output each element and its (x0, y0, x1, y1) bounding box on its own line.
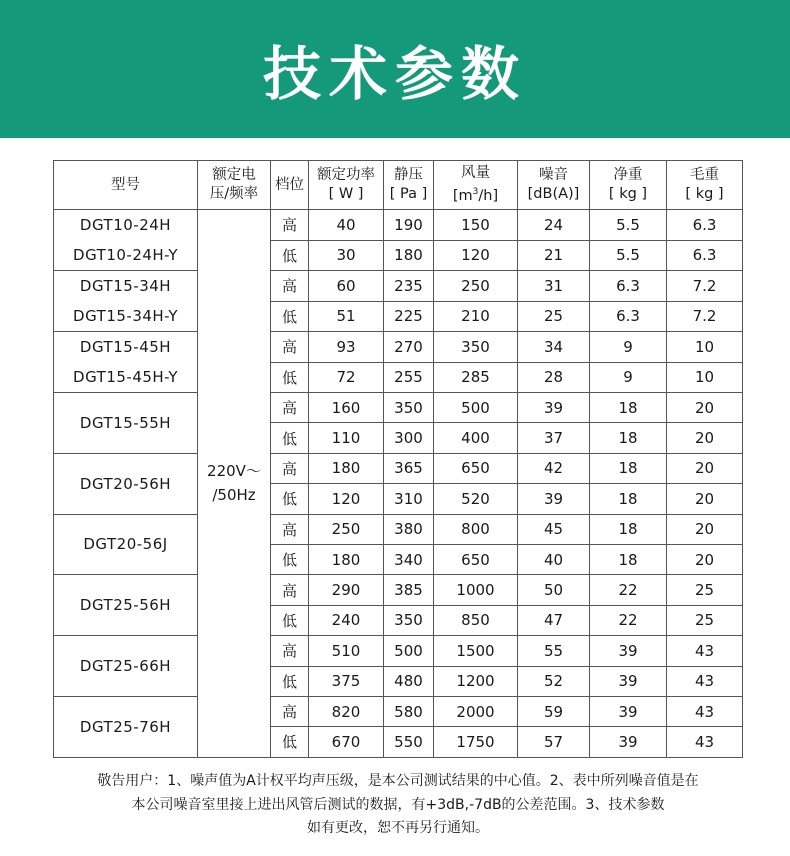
noise-cell: 39 (518, 484, 590, 514)
power-cell: 110 (309, 423, 384, 453)
gross-cell: 20 (667, 453, 743, 483)
power-supply-cell (198, 210, 271, 758)
power-cell: 510 (309, 636, 384, 666)
net-cell: 18 (590, 484, 667, 514)
header-airflow: 风量 $[m^3/h]$ (434, 161, 518, 210)
model-name: DGT10-24H-Y (73, 246, 178, 264)
model-name: DGT15-34H (79, 277, 172, 295)
pressure-cell: 225 (384, 301, 434, 332)
table-row (54, 271, 743, 302)
gear-cell: 低 (271, 362, 309, 393)
pressure-cell: 235 (384, 271, 434, 302)
model-name-cell (54, 332, 198, 393)
power-cell: 290 (309, 575, 384, 605)
gross-cell: 20 (667, 484, 743, 514)
gross-cell: 43 (667, 666, 743, 696)
gross-cell: 25 (667, 605, 743, 635)
gear-cell: 低 (271, 666, 309, 696)
table-row (54, 636, 743, 666)
net-cell: 22 (590, 605, 667, 635)
power-cell: 40 (309, 210, 384, 241)
model-name: DGT20-56H (79, 474, 172, 493)
power-cell: 180 (309, 544, 384, 574)
noise-cell: 59 (518, 696, 590, 726)
net-cell: 5.5 (590, 240, 667, 271)
airflow-cell: 150 (434, 210, 518, 241)
airflow-cell: 1750 (434, 727, 518, 757)
noise-cell: 57 (518, 727, 590, 757)
pressure-cell: 255 (384, 362, 434, 393)
noise-cell: 25 (518, 301, 590, 332)
net-cell: 39 (590, 727, 667, 757)
header-row (54, 161, 743, 210)
net-cell: 6.3 (590, 271, 667, 302)
airflow-cell: 800 (434, 514, 518, 544)
noise-cell: 47 (518, 605, 590, 635)
header-model: 型号 (54, 161, 198, 210)
power-cell: 160 (309, 393, 384, 423)
net-cell: 18 (590, 393, 667, 423)
airflow-cell: 210 (434, 301, 518, 332)
airflow-cell: 120 (434, 240, 518, 271)
header-static-pressure: 静压 [ Pa ] (384, 161, 434, 210)
airflow-cell: 285 (434, 362, 518, 393)
table-row (54, 453, 743, 483)
table-row (54, 514, 743, 544)
pressure-cell: 550 (384, 727, 434, 757)
net-cell: 18 (590, 544, 667, 574)
model-name-cell (54, 696, 198, 757)
table-row (54, 575, 743, 605)
airflow-cell: 400 (434, 423, 518, 453)
net-cell: 6.3 (590, 301, 667, 332)
gross-cell: 10 (667, 362, 743, 393)
pressure-cell: 180 (384, 240, 434, 271)
gross-cell: 43 (667, 727, 743, 757)
noise-cell: 37 (518, 423, 590, 453)
power-cell: 30 (309, 240, 384, 271)
table-row (54, 393, 743, 423)
power-cell: 180 (309, 453, 384, 483)
page-title: 技术参数 (262, 40, 527, 108)
model-name: DGT10-24H (79, 216, 172, 234)
model-name-cell (54, 210, 198, 271)
header-gross-weight: 毛重 [ kg ] (667, 161, 743, 210)
noise-cell: 50 (518, 575, 590, 605)
gross-cell: 7.2 (667, 301, 743, 332)
gear-cell: 高 (271, 514, 309, 544)
pressure-cell: 310 (384, 484, 434, 514)
gear-cell: 低 (271, 240, 309, 271)
power-cell: 93 (309, 332, 384, 363)
power-cell: 72 (309, 362, 384, 393)
pressure-cell: 380 (384, 514, 434, 544)
gross-cell: 43 (667, 636, 743, 666)
airflow-cell: 500 (434, 393, 518, 423)
gross-cell: 25 (667, 575, 743, 605)
gear-cell: 高 (271, 210, 309, 241)
gross-cell: 20 (667, 393, 743, 423)
power-cell: 250 (309, 514, 384, 544)
gear-cell: 高 (271, 636, 309, 666)
net-cell: 18 (590, 453, 667, 483)
noise-cell: 24 (518, 210, 590, 241)
net-cell: 39 (590, 696, 667, 726)
airflow-cell: 1000 (434, 575, 518, 605)
model-name: DGT15-55H (79, 413, 172, 432)
gross-cell: 20 (667, 544, 743, 574)
noise-cell: 45 (518, 514, 590, 544)
power-cell: 820 (309, 696, 384, 726)
gear-cell: 低 (271, 605, 309, 635)
model-name-cell (54, 636, 198, 697)
gear-cell: 低 (271, 544, 309, 574)
pressure-cell: 350 (384, 393, 434, 423)
power-supply-text: /50Hz (212, 486, 256, 505)
gross-cell: 7.2 (667, 271, 743, 302)
note-line: 本公司噪音室里接上进出风管后测试的数据，有+3dB,-7dB的公差范围。3、技术参数 (131, 796, 665, 813)
gross-cell: 10 (667, 332, 743, 363)
gear-cell: 低 (271, 423, 309, 453)
pressure-cell: 500 (384, 636, 434, 666)
header-net-weight: 净重 [ kg ] (590, 161, 667, 210)
net-cell: 39 (590, 636, 667, 666)
model-name-cell (54, 393, 198, 454)
disclaimer-notes (28, 770, 768, 841)
gear-cell: 高 (271, 696, 309, 726)
gear-cell: 高 (271, 575, 309, 605)
gross-cell: 20 (667, 423, 743, 453)
gross-cell: 20 (667, 514, 743, 544)
power-cell: 670 (309, 727, 384, 757)
noise-cell: 55 (518, 636, 590, 666)
title-banner (0, 0, 790, 138)
power-supply-text: 220V～ (207, 462, 261, 481)
note-line: 敬告用户：1、噪声值为A计权平均声压级，是本公司测试结果的中心值。2、表中所列噪音值是在 (97, 773, 699, 789)
gear-cell: 低 (271, 484, 309, 514)
table-row (54, 210, 743, 241)
header-power-supply: 额定电 压/频率 (198, 161, 271, 210)
model-name: DGT25-56H (79, 596, 172, 615)
gross-cell: 6.3 (667, 240, 743, 271)
pressure-cell: 580 (384, 696, 434, 726)
noise-cell: 39 (518, 393, 590, 423)
gross-cell: 43 (667, 696, 743, 726)
airflow-cell: 520 (434, 484, 518, 514)
model-name: DGT20-56J (83, 535, 168, 554)
model-name: DGT25-66H (79, 657, 172, 676)
net-cell: 9 (590, 362, 667, 393)
power-cell: 51 (309, 301, 384, 332)
net-cell: 22 (590, 575, 667, 605)
pressure-cell: 365 (384, 453, 434, 483)
airflow-cell: 250 (434, 271, 518, 302)
pressure-cell: 340 (384, 544, 434, 574)
pressure-cell: 480 (384, 666, 434, 696)
model-name-cell (54, 575, 198, 636)
model-name: DGT15-34H-Y (73, 307, 178, 325)
gear-cell: 低 (271, 301, 309, 332)
net-cell: 18 (590, 423, 667, 453)
pressure-cell: 270 (384, 332, 434, 363)
power-cell: 240 (309, 605, 384, 635)
airflow-cell: 1200 (434, 666, 518, 696)
airflow-cell: 850 (434, 605, 518, 635)
pressure-cell: 385 (384, 575, 434, 605)
pressure-cell: 350 (384, 605, 434, 635)
airflow-cell: 650 (434, 544, 518, 574)
model-name-cell (54, 514, 198, 575)
model-name: DGT25-76H (79, 717, 172, 736)
gear-cell: 高 (271, 393, 309, 423)
noise-cell: 31 (518, 271, 590, 302)
gross-cell: 6.3 (667, 210, 743, 241)
spec-table (53, 160, 743, 758)
noise-cell: 34 (518, 332, 590, 363)
note-line: 如有更改，恕不再另行通知。 (307, 820, 489, 836)
pressure-cell: 300 (384, 423, 434, 453)
model-name-cell (54, 453, 198, 514)
net-cell: 18 (590, 514, 667, 544)
noise-cell: 21 (518, 240, 590, 271)
airflow-cell: 650 (434, 453, 518, 483)
gear-cell: 低 (271, 727, 309, 757)
power-cell: 120 (309, 484, 384, 514)
airflow-cell: 1500 (434, 636, 518, 666)
model-name-cell (54, 271, 198, 332)
gear-cell: 高 (271, 453, 309, 483)
net-cell: 39 (590, 666, 667, 696)
header-rated-power: 额定功率 [ W ] (309, 161, 384, 210)
header-gear: 档位 (271, 161, 309, 210)
noise-cell: 42 (518, 453, 590, 483)
noise-cell: 28 (518, 362, 590, 393)
header-noise: 噪音 [dB(A)] (518, 161, 590, 210)
net-cell: 9 (590, 332, 667, 363)
airflow-cell: 2000 (434, 696, 518, 726)
table-row (54, 332, 743, 363)
gear-cell: 高 (271, 271, 309, 302)
model-name: DGT15-45H (79, 338, 172, 356)
gear-cell: 高 (271, 332, 309, 363)
table-row (54, 696, 743, 726)
model-name: DGT15-45H-Y (73, 368, 178, 386)
power-cell: 375 (309, 666, 384, 696)
power-cell: 60 (309, 271, 384, 302)
pressure-cell: 190 (384, 210, 434, 241)
net-cell: 5.5 (590, 210, 667, 241)
noise-cell: 52 (518, 666, 590, 696)
noise-cell: 40 (518, 544, 590, 574)
airflow-cell: 350 (434, 332, 518, 363)
